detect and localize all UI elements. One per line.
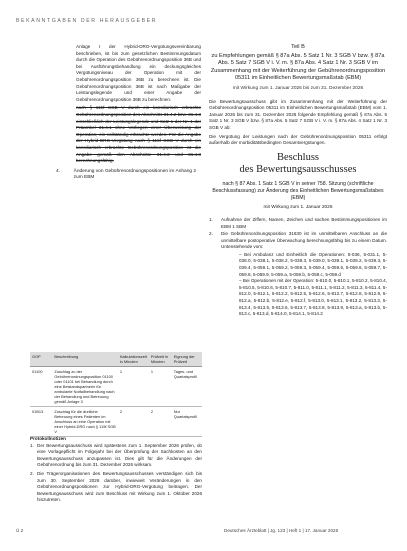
cell-eignung: Nur Quartalsprofil (172, 407, 202, 437)
bullet-list-item: – Bei Operationen mit der Operation: 5-810.0, 5-810.1, 5-810.2, 5-810.4, 5-810.5, 5-810.6, 5-810.7, 5-811.0, 5-811.1, 5-811.2, 5-811.3, 5-811.4, 5-812.0, 5-812.1, 5-812.2, 5-812.5, 5-812.6, 5-812.7, 5-812.8, 5-812.9, 5-812.a, 5-812.b, 5-812.e, 5-812.f, 5-813.0, 5-813.1, 5-813.2, 5-813.3, 5-813.4, 5-813.5, 5-813.6, 5-813.7, 5-813.8, 5-813.9, 5-813.a, 5-813.b, 5-813.c, 5-813.d, 5-814.0, 5-814.1, 5-814.2 (239, 278, 387, 317)
th-kalkulationszeit: Kalkulationszeit in Minuten (118, 352, 149, 367)
cell-kalk: 1 (118, 367, 149, 407)
gop-table (30, 352, 202, 437)
cell-desc: Zuschlag für die ärztliche Betreuung eines Patienten im Anschluss an eine Operation mit einer Hybrid-DRG nach § 115f SGB V (52, 407, 117, 437)
teil-label: Teil B (291, 44, 305, 50)
strike-text: nach § 115f SGB V durch ein konsiliarisch erbrachte Gebührenordnungsposition des Abschnitts 31.4.2 bzw. 31.4.3 einschließlich der Leistungslegende und Satz 1 der Nr. 1 der Präambel 31.4.1 ohne Vorliegen einer Überweisung der Operation, ein vollständig erbrachte werden. Für die Angabe der Hybrid-DRG-Vergütung nach § 115f SGB V durch ein konsiliarisch erbrachte Gebührenordnungsposition ist die Angabe gemäß den Abschnitte 31.4.2 und 31.4.3 berechnungsfähig. (76, 105, 201, 164)
cell-pruef: 1 (149, 367, 172, 407)
protocol-item (30, 443, 202, 471)
table-header-row (30, 352, 202, 367)
journal-footer: Deutsches Ärzteblatt | Jg. 123 | Heft 1 | 17. Januar 2026 (224, 528, 339, 533)
protocol-item (30, 471, 202, 506)
list-item (209, 231, 387, 251)
item-text: Die Gebührenordnungsposition 31630 ist im unmittelbaren Anschluss an die unmittelbare postoperative Überwachung berechnungsfähig bis zu einem Datum. Untenstehende vom: (221, 231, 387, 250)
bullet-text: Bei Operationen mit der Operation: 5-810.0, 5-810.1, 5-810.2, 5-810.4, 5-810.5, 5-810.6, 5-810.7, 5-811.0, 5-811.1, 5-811.2, 5-811.3, 5-811.4, 5-812.0, 5-812.1, 5-812.2, 5-812.5, 5-812.6, 5-812.7, 5-812.8, 5-812.9, 5-812.a, 5-812.b, 5-812.e, 5-812.f, 5-813.0, 5-813.1, 5-813.2, 5-813.3, 5-813.4, 5-813.5, 5-813.6, 5-813.7, 5-813.8, 5-813.9, 5-813.a, 5-813.b, 5-813.c, 5-813.d, 5-814.0, 5-814.1, 5-814.2 (239, 278, 387, 317)
section-4-heading (56, 169, 201, 182)
cell-kalk: 2 (118, 407, 149, 437)
bullet-list-item: – Bei Ambulanz und Einheitlich die Operationen: 5-036, 5-031.1, 5-038.0, 5-038.1, 5-038.2, 5-038.3, 5-039.0, 5-039.1, 5-039.2, 5-039.3, 5-039.4, 5-059.1, 5-059.2, 5-059.3, 5-059.4, 5-059.5, 5-059.6, 5-059.7, 5-059.8, 5-059.9, 5-059.a, 5-059.b, 5-059.c, 5-059.d (239, 251, 387, 277)
list-item (209, 217, 387, 230)
beschluss-title: Beschluss des Bewertungsausschusses (239, 151, 357, 176)
cell-pruef: 2 (149, 407, 172, 437)
page-number: Ü 2 (16, 528, 24, 533)
protocol-item-number: 2. (30, 470, 34, 476)
intro-paragraph-1: Anlage I der Hybrid-DRG-Vergütungsvereinbarung beschrieben, ist bis zum gesetzlichen Bestimmungsdatum durch die Operation des Gebührenordnungsposition 36B und bei Ausführungsbehandlung ein deckungsgleiches Vergütungsniveau der Operation mit der Gebührenordnungsposition 36B zu berechnen ist. Die Gebührenordnungsposition 36B ist nach Maßgabe der Leistungslegende und einer Angabe der Gebührenordnungsposition 36B zu berechnen. (76, 44, 201, 102)
th-beschreibung: Beschreibung (52, 352, 117, 367)
beschluss-validity: mit Wirkung zum 1. Januar 2026 (263, 205, 333, 211)
th-eignung: Eignung der Prüfzeit (172, 352, 202, 367)
protocol-title: Protokollnotizen (30, 436, 66, 441)
cell-desc: Zuschlag zu der Gebührenordnungsposition 01100 oder 01101 bei Behandlung durch eine Beistandspartnerin für ambulante Notfallbehandlung nach der Behandlung und Betreuung gemäß Anlage 3 (52, 367, 117, 407)
section-4-text: Änderung von Gebührenordnungspositionen im Anhang 2 zum EBM (73, 168, 197, 181)
item-text: Aufnahme der Ziffern, Namen, Zeichen und sachen Bestimmungspositionen im EBM 1 SBM (221, 216, 387, 229)
item-number: 1. (209, 216, 213, 222)
remuneration-paragraph: Die Vergütung der Leistungen nach der Gebührenordnungsposition 05311 erfolgt außerhalb der morbiditätsbedingten Gesamtvergütungen. (209, 133, 387, 146)
intro-paragraph-2 (56, 105, 201, 164)
beschluss-subtitle: nach § 87 Abs. 1 Satz 1 SGB V in seiner 758. Sitzung (schriftliche Beschlussfassung) zur Änderung des Einheitlichen Bewertungsmaßstabes (EBM) (212, 180, 384, 202)
section-4-number: 4. (56, 168, 61, 174)
item-number: 2. (209, 231, 213, 237)
teil-validity: mit Wirkung zum 1. Januar 2026 bis zum 31. Dezember 2026 (232, 85, 364, 91)
th-pruefzeit: Prüfzeit in Minuten (149, 352, 172, 367)
right-column (209, 44, 387, 318)
protocol-item-text: Die Trägerorganisationen des Bewertungsausschusses verständigen sich bis zum 30. September 2026 darüber, inwieweit Veränderungen in den Gebührenordnungspositionen zur Hybrid-DRG-Vergütung beitragen. Der Bewertungsausschuss wird zum Beschluss mit Wirkung zum 1. Oktober 2026 hinzutreten. (37, 470, 202, 503)
bullet-text: Bei Ambulanz und Einheitlich die Operationen: 5-036, 5-031.1, 5-038.0, 5-038.1, 5-038.2, 5-038.3, 5-039.0, 5-039.1, 5-039.2, 5-039.3, 5-039.4, 5-059.1, 5-059.2, 5-059.3, 5-059.4, 5-059.5, 5-059.6, 5-059.7, 5-059.8, 5-059.9, 5-059.a, 5-059.b, 5-059.c, 5-059.d (239, 251, 387, 277)
protocol-item-number: 1. (30, 442, 34, 448)
table-row (30, 367, 202, 407)
th-gop: GOP (30, 352, 52, 367)
protocol-notes (30, 432, 202, 506)
protocol-item-text: Der Bewertungsausschuss wird spätestens zum 1. September 2026 prüfen, ob eine Vorlagepflicht im Folgejahr bei der Überprüfung der Sachkosten an den Bewertungsausschuss anzupassen ist. Dies gilt für die Änderungen der Gebührenordnung bis zum 31. Dezember 2026 wirksam. (37, 442, 202, 468)
cell-eignung: Tages- und Quartalsprofil (172, 367, 202, 407)
left-column (56, 44, 201, 184)
page-header: BEKANNTGABEN DER HERAUSGEBER (16, 18, 158, 24)
cell-gop: 01B13 (30, 407, 52, 437)
cell-gop: 01100 (30, 367, 52, 407)
recommendation-paragraph: Die Bewertungsausschuss gibt im Zusammenhang mit der Weiterführung der Gebührenordnungsposition 05311 im Einheitlichen Bewertungsmaßstab (EBM) vom 1. Januar 2026 bis zum 31. Dezember 2026 folgende Empfehlung gemäß § 87a Abs. 5 Satz 1 Nr. 3 SGB V bzw. § 87a Abs. 5 Satz 7 SGB V i. V. m. § 87a Abs. 4 Satz 1 Nr. 3 SGB V ab: (209, 98, 387, 130)
teil-title: zu Empfehlungen gemäß § 87a Abs. 5 Satz 1 Nr. 3 SGB V bzw. § 87a Abs. 5 Satz 7 SGB V i. V. m. § 87a Abs. 4 Satz 1 Nr. 3 SGB V im Zusammenhang mit der Weiterführung der Gebührenordnungsposition 05311 im Einheitlichen Bewertungsmaßstab (EBM) (210, 52, 386, 82)
